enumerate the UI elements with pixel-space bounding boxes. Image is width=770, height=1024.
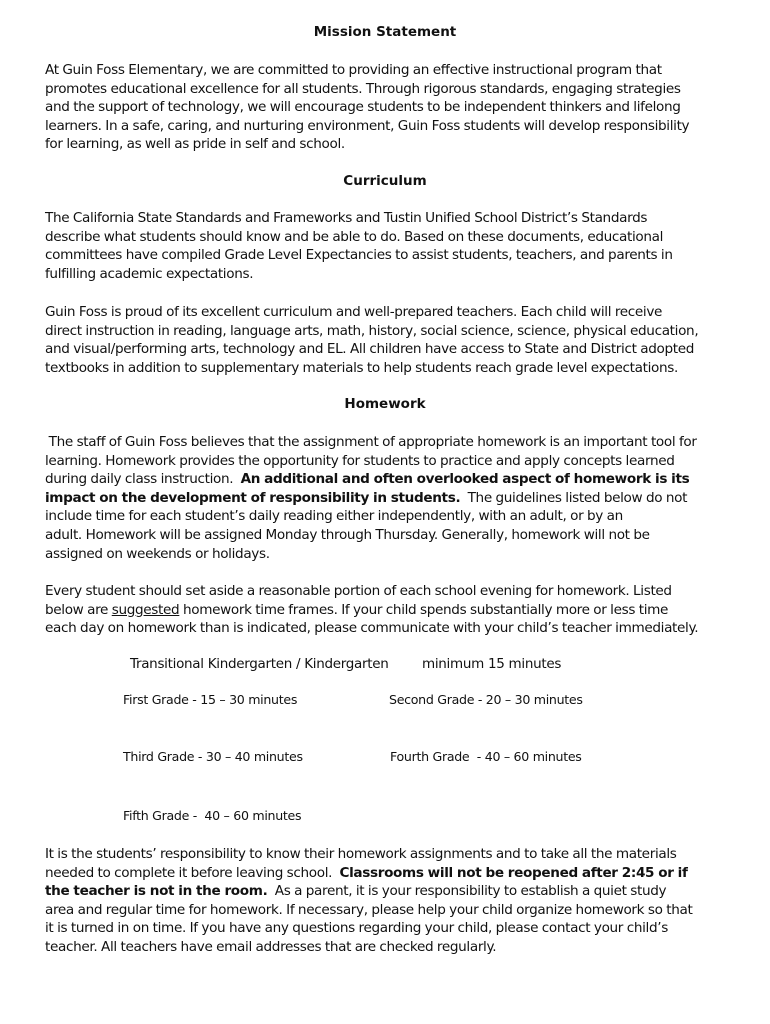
homework-line: teacher. All teachers have email addresses that are checked regularly. [45,938,497,955]
homework-line [45,489,735,508]
curriculum-line: committees have compiled Grade Level Expectancies to assist students, teachers, and parents in [45,247,673,264]
homework-text: homework time frames. If your child spends substantially more or less time [179,601,669,618]
curriculum-line: fulfilling academic expectations. [45,265,254,282]
homework-paragraph-1 [45,433,735,563]
third-grade-time: Third Grade - 30 – 40 minutes [123,749,303,764]
homework-emphasis: impact on the development of responsibility in students. [45,489,461,506]
curriculum-line: textbooks in addition to supplementary materials to help students reach grade level expectations. [45,359,678,376]
homework-text: needed to complete it before leaving school. [45,864,340,881]
mission-line: promotes educational excellence for all students. Through rigorous standards, engaging strategies [45,80,681,97]
homework-emphasis: Classrooms will not be reopened after 2:45 or if [339,864,688,881]
second-grade-time: Second Grade - 20 – 30 minutes [389,692,583,707]
homework-line: it is turned in on time. If you have any questions regarding your child, please contact your child’s [45,920,668,937]
homework-paragraph-3 [45,845,735,957]
mission-line: learners. In a safe, caring, and nurturing environment, Guin Foss students will develop responsibility [45,117,690,134]
homework-line: Every student should set aside a reasonable portion of each school evening for homework. Listed [45,583,672,599]
homework-text: The guidelines listed below do not [460,489,688,506]
homework-line: area and regular time for homework. If necessary, please help your child organize homework so that [45,901,693,918]
homework-text: As a parent, it is your responsibility to establish a quiet study [267,883,667,900]
homework-emphasis: the teacher is not in the room. [45,883,268,900]
tk-time: minimum 15 minutes [422,656,562,672]
curriculum-line: The California State Standards and Frameworks and Tustin Unified School District’s Standards [45,210,648,226]
homework-line: adult. Homework will be assigned Monday through Thursday. Generally, homework will not be [45,526,650,543]
homework-line [45,864,735,883]
homework-line [45,470,735,489]
curriculum-line: direct instruction in reading, language arts, math, history, social science, science, physical education, [45,322,699,339]
curriculum-paragraph-1 [45,209,735,283]
fourth-grade-time: Fourth Grade - 40 – 60 minutes [390,749,582,764]
homework-line: The staff of Guin Foss believes that the assignment of appropriate homework is an important tool for [45,434,697,450]
homework-line: each day on homework than is indicated, please communicate with your child’s teacher immediately. [45,620,699,637]
homework-underline: suggested [111,601,180,618]
curriculum-line: and visual/performing arts, technology and EL. All children have access to State and District adopted [45,341,695,358]
homework-emphasis: An additional and often overlooked aspect of homework is its [240,471,690,488]
homework-line [45,601,735,620]
curriculum-line: describe what students should know and be able to do. Based on these documents, educational [45,228,664,245]
homework-heading: Homework [344,396,426,412]
homework-line: It is the students’ responsibility to know their homework assignments and to take all the materials [45,846,677,862]
homework-line: include time for each student’s daily reading either independently, with an adult, or by an [45,508,623,525]
homework-text: below are [45,601,112,618]
mission-line: and the support of technology, we will encourage students to be independent thinkers and lifelong [45,99,681,116]
homework-line [45,882,735,901]
homework-text: during daily class instruction. [45,471,241,488]
first-grade-time: First Grade - 15 – 30 minutes [123,692,298,707]
mission-line: for learning, as well as pride in self and school. [45,136,345,153]
mission-paragraph [45,61,735,154]
tk-label: Transitional Kindergarten / Kindergarten [130,656,389,672]
curriculum-paragraph-2 [45,303,735,377]
mission-heading: Mission Statement [313,24,457,40]
curriculum-heading: Curriculum [343,173,427,189]
fifth-grade-time: Fifth Grade - 40 – 60 minutes [123,808,302,823]
curriculum-line: Guin Foss is proud of its excellent curriculum and well-prepared teachers. Each child will receive [45,304,663,320]
homework-line: assigned on weekends or holidays. [45,545,270,562]
homework-line: learning. Homework provides the opportunity for students to practice and apply concepts learned [45,452,675,469]
mission-line: At Guin Foss Elementary, we are committed to providing an effective instructional program that [45,62,662,78]
homework-paragraph-2 [45,582,735,638]
